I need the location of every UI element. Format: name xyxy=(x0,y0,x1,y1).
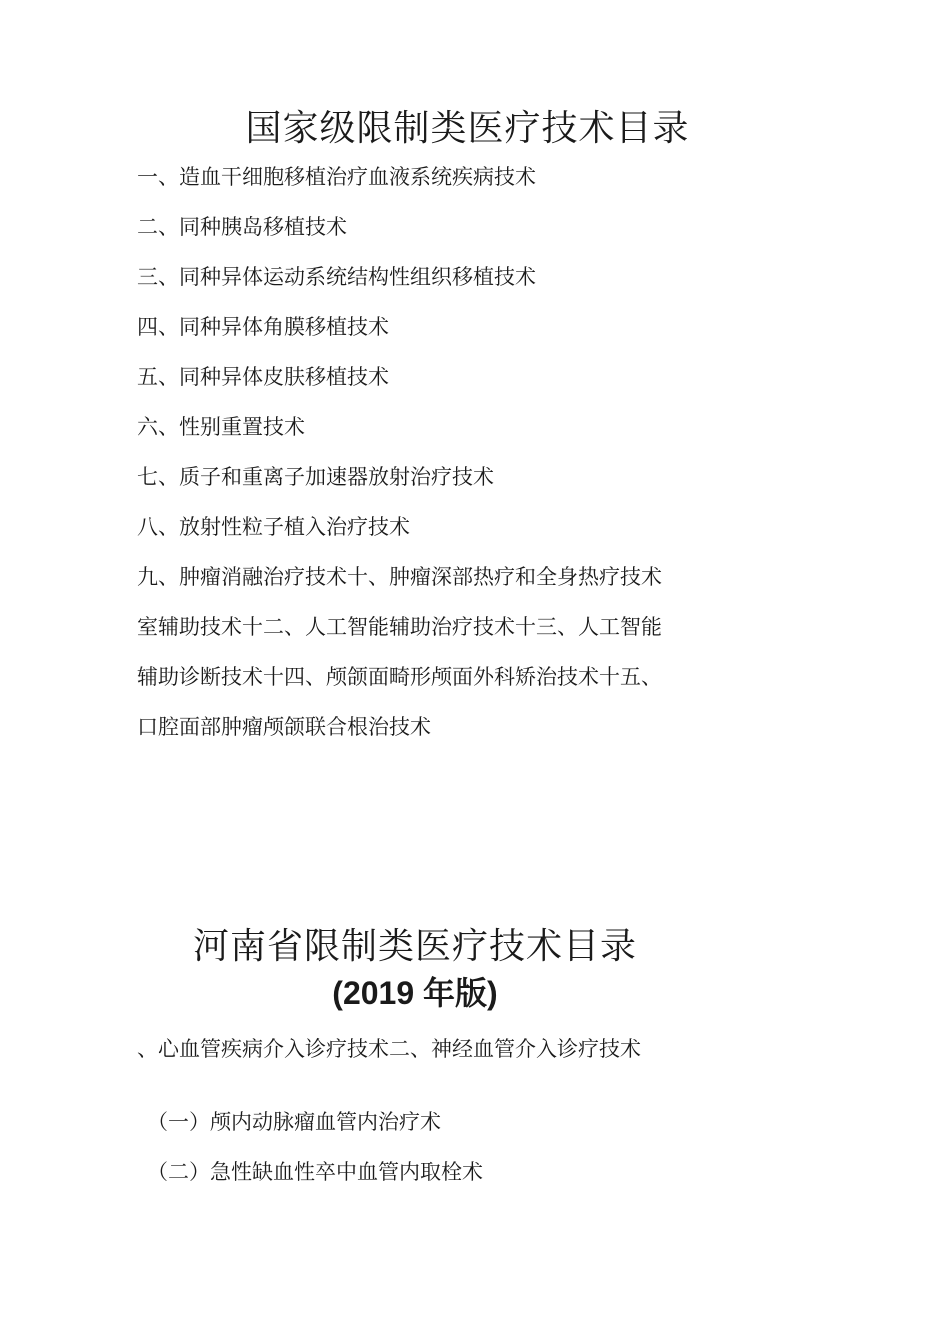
henan-catalog-title: 河南省限制类医疗技术目录 xyxy=(192,926,637,967)
henan-catalog-edition: (2019 年版) xyxy=(332,975,498,1011)
sub-item: （一）颅内动脉瘤血管内治疗术 xyxy=(147,1110,441,1134)
list-item: 七、质子和重离子加速器放射治疗技术 xyxy=(137,465,494,489)
list-item: 一、造血干细胞移植治疗血液系统疾病技术 xyxy=(137,165,536,189)
sub-item: （二）急性缺血性卒中血管内取栓术 xyxy=(147,1160,483,1184)
list-item: 口腔面部肿瘤颅颌联合根治技术 xyxy=(137,715,431,739)
list-item: 九、肿瘤消融治疗技术十、肿瘤深部热疗和全身热疗技术 xyxy=(137,565,662,589)
henan-intro-paragraph: 、心血管疾病介入诊疗技术二、神经血管介入诊疗技术 xyxy=(137,1037,641,1061)
national-catalog-title: 国家级限制类医疗技术目录 xyxy=(245,108,690,149)
list-item: 室辅助技术十二、人工智能辅助治疗技术十三、人工智能 xyxy=(137,615,662,639)
national-technique-list xyxy=(137,160,717,760)
list-item: 五、同种异体皮肤移植技术 xyxy=(137,365,389,389)
list-item: 三、同种异体运动系统结构性组织移植技术 xyxy=(137,265,536,289)
list-item: 辅助诊断技术十四、颅颌面畸形颅面外科矫治技术十五、 xyxy=(137,665,662,689)
list-item: 六、性别重置技术 xyxy=(137,415,305,439)
list-item: 二、同种胰岛移植技术 xyxy=(137,215,347,239)
list-item: 四、同种异体角膜移植技术 xyxy=(137,315,389,339)
list-item: 八、放射性粒子植入治疗技术 xyxy=(137,515,410,539)
